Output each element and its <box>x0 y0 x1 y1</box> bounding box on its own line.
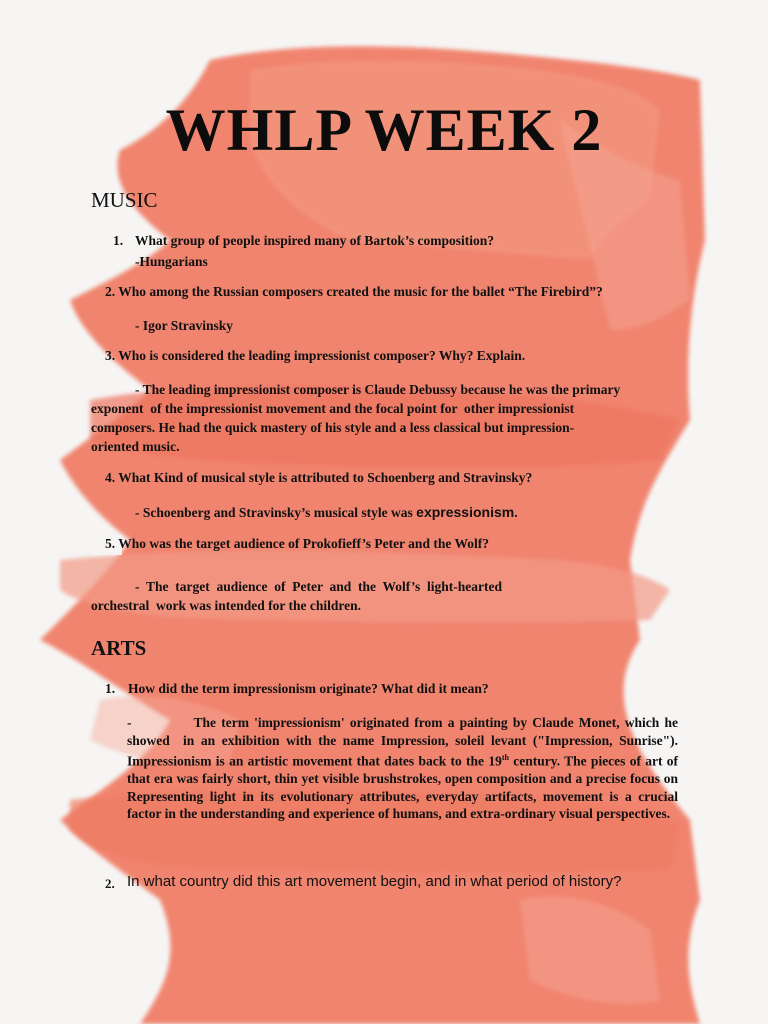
music-answer-1: -Hungarians <box>135 254 208 269</box>
music-answer-3-line-2: exponent of the impressionist movement and the focal point for other impressionist <box>91 401 575 416</box>
answer-text-part-1: - The term 'impressionism' originated from a painting by Claude Monet, which he showed in an exhibition with the name Impression, soleil levant ("Impression, Sunrise"). Impressionism is an artistic movement that dates back to the 19 <box>127 715 685 769</box>
arts-question-2: In what country did this art movement begin, and in what period of history? <box>127 873 622 890</box>
arts-question-2-number: 2. <box>105 876 115 891</box>
answer-text: - Schoenberg and Stravinsky’s musical style was <box>135 505 417 520</box>
arts-question-1 <box>105 681 489 697</box>
question-number: 1. <box>105 681 116 696</box>
music-question-5: 5. Who was the target audience of Prokofieff’s Peter and the Wolf? <box>105 536 489 551</box>
arts-heading: ARTS <box>91 636 147 660</box>
music-answer-5-line-1: - The target audience of Peter and the Wolf’s light-hearted <box>135 579 502 594</box>
answer-period: . <box>514 505 518 520</box>
music-answer-3-line-4: oriented music. <box>91 439 180 454</box>
music-answer-4 <box>135 503 518 522</box>
music-answer-3-line-1: - The leading impressionist composer is Claude Debussy because he was the primary <box>135 382 621 397</box>
arts-answer-1 <box>127 714 685 823</box>
answer-text-part-2: century. The pieces of art of that era was fairly short, thin yet visible brushstrokes, open composition and a precise focus on Representing light in its evolutionary attributes, everyday artifacts, movement is a crucial factor in the understanding and experience of humans, and extra-ordinary visual perspectives. <box>127 753 682 822</box>
music-question-3: 3. Who is considered the leading impressionist composer? Why? Explain. <box>105 348 526 363</box>
page-title: WHLP WEEK 2 <box>165 97 603 163</box>
music-answer-3-line-3: composers. He had the quick mastery of his style and a less classical but impression- <box>91 420 575 435</box>
music-question-4: 4. What Kind of musical style is attributed to Schoenberg and Stravinsky? <box>105 470 533 485</box>
question-text: What group of people inspired many of Bartok’s composition? <box>135 233 495 248</box>
question-number: 1. <box>113 233 124 248</box>
music-answer-5-line-2: orchestral work was intended for the children. <box>91 598 361 613</box>
superscript-th: th <box>501 753 509 763</box>
music-question-2: 2. Who among the Russian composers created the music for the ballet “The Firebird”? <box>105 284 603 299</box>
music-answer-2: - Igor Stravinsky <box>135 318 234 333</box>
music-heading: MUSIC <box>91 188 158 212</box>
music-question-1 <box>113 233 494 249</box>
question-text: How did the term impressionism originate? What did it mean? <box>128 681 489 696</box>
answer-emphasis: expressionism <box>416 504 515 520</box>
